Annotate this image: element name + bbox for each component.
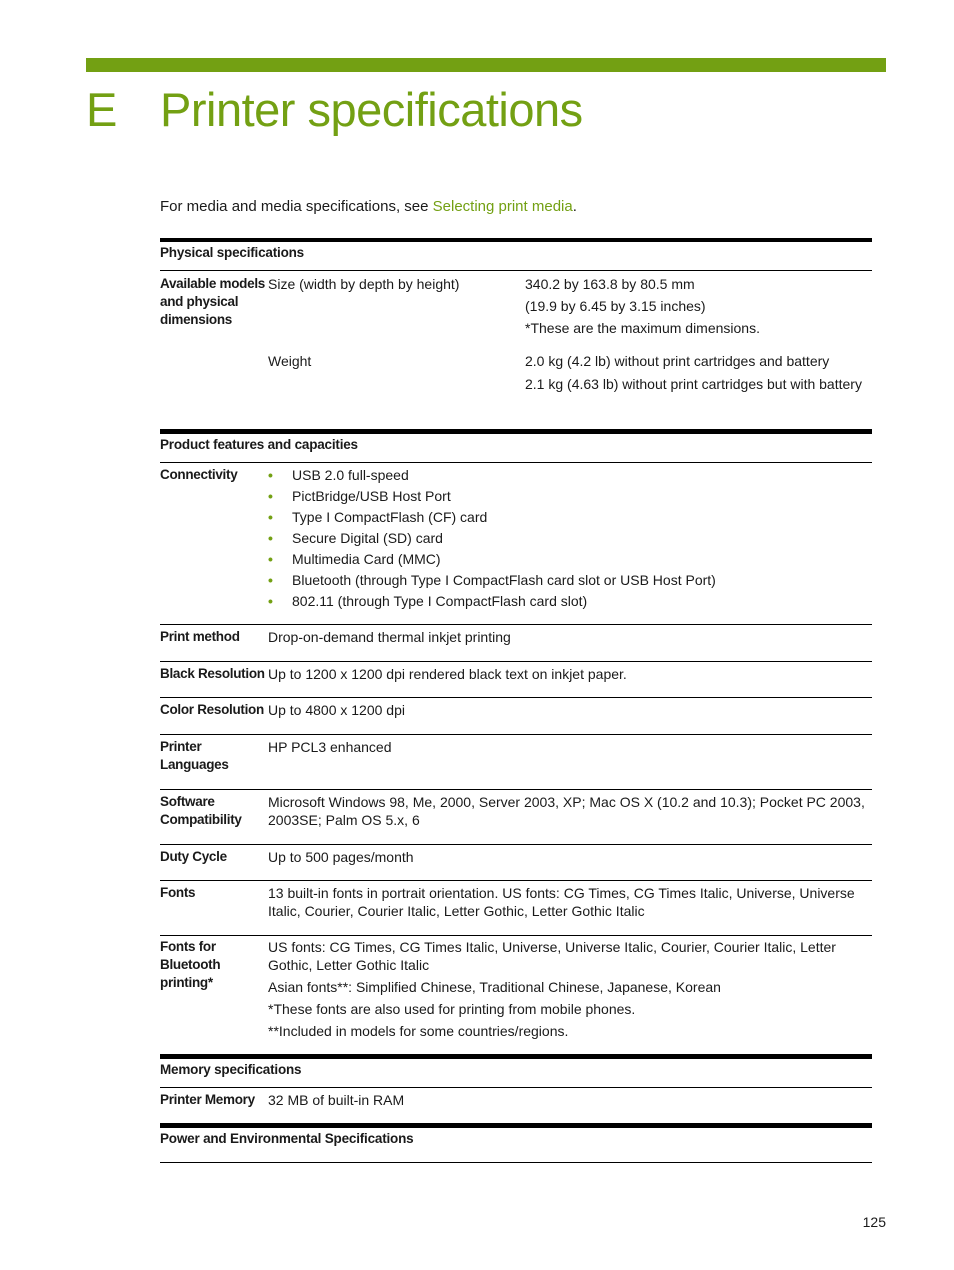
size-note: *These are the maximum dimensions. [525, 320, 760, 336]
row-value: Microsoft Windows 98, Me, 2000, Server 2003, XP; Mac OS X (10.2 and 10.3); Pocket PC 2003, 2003SE; Palm OS 5.x, 6 [268, 794, 865, 828]
row-printer-memory [160, 1088, 872, 1124]
row-label: Software Compatibility [160, 794, 242, 827]
bt-asian-fonts: Asian fonts**: Simplified Chinese, Traditional Chinese, Japanese, Korean [268, 979, 721, 995]
size-label: Size (width by depth by height) [268, 276, 460, 292]
row-value: Up to 4800 x 1200 dpi [268, 702, 405, 718]
size-subrow [268, 275, 872, 352]
selecting-print-media-link[interactable]: Selecting print media [432, 198, 573, 215]
list-item [268, 487, 872, 508]
row-connectivity [160, 463, 872, 625]
row-value [268, 275, 872, 429]
list-item [268, 508, 872, 529]
section-power-environmental: Power and Environmental Specifications [160, 1124, 872, 1163]
list-item-text: Multimedia Card (MMC) [292, 551, 441, 567]
spec-table [160, 238, 872, 1163]
row-label: Printer Languages [160, 739, 229, 772]
section-memory-specifications: Memory specifications [160, 1055, 872, 1088]
weight-without-battery: 2.0 kg (4.2 lb) without print cartridges and battery [525, 353, 830, 369]
weight-subrow [268, 352, 872, 393]
row-label: Black Resolution [160, 666, 265, 681]
row-bluetooth-fonts [160, 936, 872, 1055]
bt-fonts-footnote: **Included in models for some countries/regions. [268, 1023, 569, 1039]
row-print-method [160, 625, 872, 662]
list-item [268, 550, 872, 571]
row-label: Printer Memory [160, 1092, 255, 1107]
page-title: Printer specifications [160, 83, 583, 136]
section-physical-specifications: Physical specifications [160, 238, 872, 271]
list-item-text: USB 2.0 full-speed [292, 467, 409, 483]
row-label: Available models and physical dimensions [160, 276, 265, 327]
row-label: Fonts [160, 885, 196, 900]
row-value: Up to 1200 x 1200 dpi rendered black text on inkjet paper. [268, 666, 627, 682]
row-value: Drop-on-demand thermal inkjet printing [268, 629, 511, 645]
bullet-icon: • [268, 593, 273, 609]
bullet-icon: • [268, 530, 273, 546]
row-value: HP PCL3 enhanced [268, 739, 392, 755]
bullet-icon: • [268, 572, 273, 588]
row-black-resolution [160, 662, 872, 698]
intro-end: . [572, 198, 577, 215]
row-printer-languages [160, 735, 872, 790]
intro-paragraph [160, 197, 577, 217]
list-item-text: Bluetooth (through Type I CompactFlash card slot or USB Host Port) [292, 572, 716, 588]
list-item [268, 529, 872, 550]
row-label: Fonts for Bluetooth printing* [160, 939, 221, 990]
row-value [268, 466, 872, 624]
intro-text: For media and media specifications, see [160, 198, 433, 215]
row-duty-cycle [160, 845, 872, 881]
section-product-features: Product features and capacities [160, 430, 872, 463]
row-label: Print method [160, 629, 240, 644]
list-item [268, 466, 872, 487]
row-label: Color Resolution [160, 702, 264, 717]
page-number: 125 [862, 1214, 886, 1230]
row-label: Connectivity [160, 467, 238, 482]
bullet-icon: • [268, 509, 273, 525]
size-values [525, 275, 872, 352]
bullet-icon: • [268, 488, 273, 504]
row-fonts [160, 881, 872, 936]
row-value: 13 built-in fonts in portrait orientation. US fonts: CG Times, CG Times Italic, Universe, Universe Italic, Courier, Courier Italic, Letter Gothic, Letter Gothic Italic [268, 885, 855, 919]
bt-us-fonts: US fonts: CG Times, CG Times Italic, Universe, Universe Italic, Courier, Courier Italic, Letter Gothic, Letter Gothic Italic [268, 939, 836, 973]
list-item [268, 571, 872, 592]
chapter-letter: E [86, 83, 118, 136]
row-value: Up to 500 pages/month [268, 849, 414, 865]
size-mm: 340.2 by 163.8 by 80.5 mm [525, 276, 695, 292]
row-label: Duty Cycle [160, 849, 227, 864]
list-item-text: PictBridge/USB Host Port [292, 488, 451, 504]
row-software-compatibility [160, 790, 872, 845]
row-color-resolution [160, 698, 872, 735]
list-item-text: Type I CompactFlash (CF) card [292, 509, 488, 525]
bullet-icon: • [268, 467, 273, 483]
connectivity-list [268, 466, 872, 613]
weight-with-battery: 2.1 kg (4.63 lb) without print cartridges but with battery [525, 376, 862, 392]
list-item [268, 592, 872, 613]
bt-fonts-note: *These fonts are also used for printing from mobile phones. [268, 1001, 636, 1017]
weight-label: Weight [268, 353, 312, 369]
weight-values [525, 352, 872, 393]
row-value [268, 938, 872, 1054]
list-item-text: 802.11 (through Type I CompactFlash card slot) [292, 593, 588, 609]
size-inches: (19.9 by 6.45 by 3.15 inches) [525, 298, 706, 314]
list-item-text: Secure Digital (SD) card [292, 530, 443, 546]
row-value: 32 MB of built-in RAM [268, 1092, 405, 1108]
bullet-icon: • [268, 551, 273, 567]
row-available-models [160, 271, 872, 430]
chapter-color-bar [86, 58, 886, 72]
